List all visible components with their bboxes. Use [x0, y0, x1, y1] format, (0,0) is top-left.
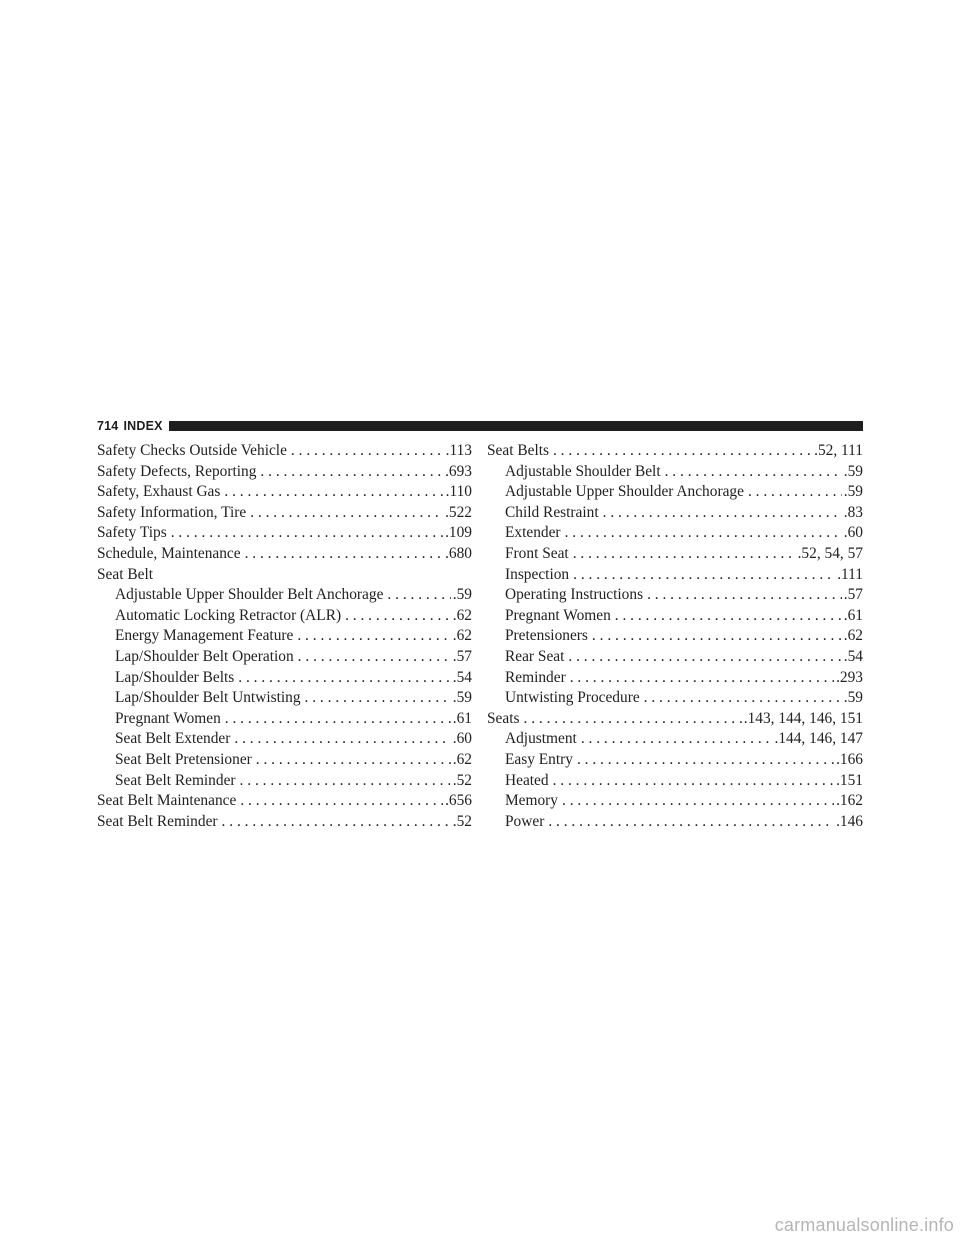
index-term: Pregnant Women	[115, 709, 221, 727]
index-page-ref: .83	[843, 503, 863, 521]
index-page-ref: .54	[452, 668, 472, 686]
index-page-ref: .59	[843, 689, 863, 707]
index-term: Pretensioners	[505, 627, 588, 645]
index-page-ref: .162	[836, 792, 863, 810]
index-term: Inspection	[505, 565, 570, 583]
index-page-ref: .52	[452, 771, 472, 789]
index-subentry	[487, 750, 863, 771]
index-term: Seat Belts	[487, 442, 549, 459]
index-subentry	[487, 585, 863, 606]
dot-leader	[256, 750, 451, 771]
dot-leader	[387, 585, 450, 606]
dot-leader	[305, 688, 451, 709]
index-page-ref: .113	[445, 442, 472, 459]
dot-leader	[222, 812, 451, 833]
index-page-ref: .143, 144, 146, 151	[743, 709, 863, 727]
index-page-ref: .111	[837, 565, 863, 583]
index-page-ref: .656	[445, 792, 472, 810]
index-page-ref: .109	[445, 524, 472, 542]
dot-leader	[548, 812, 834, 833]
index-entry	[97, 523, 472, 544]
index-subentry	[487, 523, 863, 544]
index-subentry	[487, 791, 863, 812]
index-subentry	[487, 647, 863, 668]
index-subentry	[487, 771, 863, 792]
index-subentry	[487, 606, 863, 627]
index-subentry	[487, 688, 863, 709]
page-number: 714	[97, 419, 119, 433]
index-subentry	[487, 503, 863, 524]
dot-leader	[553, 771, 834, 792]
index-term: Seat Belt Pretensioner	[115, 750, 252, 768]
index-subentry	[97, 626, 472, 647]
index-term: Schedule, Maintenance	[97, 544, 241, 562]
dot-leader	[577, 750, 834, 771]
index-entry	[97, 812, 472, 833]
index-page-ref: .52, 54, 57	[797, 544, 863, 562]
dot-leader	[297, 626, 450, 647]
index-subentry	[97, 647, 472, 668]
index-entry	[487, 709, 863, 730]
index-subentry	[487, 626, 863, 647]
index-subentry	[97, 668, 472, 689]
index-page-ref: .110	[445, 483, 472, 501]
index-term: Safety Tips	[97, 524, 167, 542]
index-page-ref: .166	[836, 750, 863, 768]
index-subentry	[487, 462, 863, 483]
dot-leader	[565, 523, 842, 544]
index-term: Lap/Shoulder Belt Untwisting	[115, 689, 301, 707]
index-term: Lap/Shoulder Belt Operation	[115, 647, 294, 665]
index-term: Safety Checks Outside Vehicle	[97, 442, 287, 459]
index-page-ref: .680	[445, 544, 472, 562]
index-page-ref: .144, 146, 147	[774, 730, 863, 748]
index-entry	[97, 482, 472, 503]
index-term: Power	[505, 812, 545, 830]
dot-leader	[581, 729, 773, 750]
dot-leader	[238, 668, 450, 689]
index-term: Seat Belt Reminder	[115, 771, 236, 789]
index-page-ref: .59	[843, 462, 863, 480]
index-column-right	[487, 441, 863, 832]
dot-leader	[615, 606, 842, 627]
index-subentry	[97, 771, 472, 792]
index-entry	[97, 462, 472, 483]
index-term: Seat Belt	[97, 565, 153, 583]
index-page-ref: .151	[836, 771, 863, 789]
dot-leader	[240, 771, 451, 792]
index-subentry	[487, 544, 863, 565]
index-page-ref: .62	[452, 606, 472, 624]
dot-leader	[240, 791, 443, 812]
index-term: Operating Instructions	[505, 586, 644, 604]
index-term: Extender	[505, 524, 561, 542]
dot-leader	[748, 482, 842, 503]
index-page-ref: .522	[445, 503, 472, 521]
index-term: Memory	[505, 792, 559, 810]
dot-leader	[260, 462, 443, 483]
dot-leader	[291, 441, 444, 462]
index-page-ref: .60	[843, 524, 863, 542]
index-term: Lap/Shoulder Belts	[115, 668, 235, 686]
dot-leader	[592, 626, 842, 647]
index-term: Heated	[505, 771, 549, 789]
index-entry	[97, 441, 472, 462]
dot-leader	[298, 647, 451, 668]
dot-leader	[225, 709, 451, 730]
index-page-ref: .57	[843, 586, 863, 604]
index-page-ref: .59	[452, 689, 472, 707]
index-term: Safety Information, Tire	[97, 503, 247, 521]
index-term: Untwisting Procedure	[505, 689, 640, 707]
dot-leader	[573, 565, 835, 586]
dot-leader	[345, 606, 451, 627]
index-subentry	[487, 565, 863, 586]
index-term: Rear Seat	[505, 647, 565, 665]
dot-leader	[573, 544, 796, 565]
index-subentry	[487, 812, 863, 833]
index-page-ref: .54	[843, 647, 863, 665]
index-subentry	[97, 750, 472, 771]
dot-leader	[647, 585, 842, 606]
index-page-ref: .693	[445, 462, 472, 480]
index-entry	[97, 503, 472, 524]
index-term: Adjustable Upper Shoulder Anchorage	[505, 483, 744, 501]
index-subentry	[97, 585, 472, 606]
index-term: Reminder	[505, 668, 566, 686]
index-page-ref: .62	[843, 627, 863, 645]
index-subentry	[487, 482, 863, 503]
dot-leader	[245, 544, 443, 565]
dot-leader	[665, 462, 842, 483]
dot-leader	[234, 729, 450, 750]
index-term: Adjustable Upper Shoulder Belt Anchorage	[115, 586, 384, 604]
index-subentry	[97, 709, 472, 730]
index-term: Child Restraint	[505, 503, 599, 521]
index-term: Pregnant Women	[505, 606, 611, 624]
section-title: INDEX	[123, 419, 163, 433]
index-page-ref: .61	[843, 606, 863, 624]
index-subentry	[97, 688, 472, 709]
index-term: Seat Belt Maintenance	[97, 792, 237, 810]
index-term: Front Seat	[505, 544, 569, 562]
index-page-ref: .293	[836, 668, 863, 686]
index-term: Automatic Locking Retractor (ALR)	[115, 606, 342, 624]
index-term: Energy Management Feature	[115, 627, 294, 645]
index-page-ref: .59	[452, 586, 472, 604]
dot-leader	[570, 668, 834, 689]
index-page-ref: .61	[452, 709, 472, 727]
page-header	[97, 418, 863, 434]
index-column-left	[97, 441, 472, 832]
dot-leader	[568, 647, 841, 668]
index-term: Adjustable Shoulder Belt	[505, 462, 661, 480]
index-term: Seats	[487, 709, 520, 727]
dot-leader	[524, 709, 742, 730]
index-term: Adjustment	[505, 730, 577, 748]
index-subentry	[97, 606, 472, 627]
index-subentry	[97, 729, 472, 750]
index-entry	[97, 565, 472, 586]
index-term: Safety Defects, Reporting	[97, 462, 257, 480]
dot-leader	[553, 441, 812, 462]
index-subentry	[487, 729, 863, 750]
watermark: carmanualsonline.info	[774, 1215, 954, 1235]
dot-leader	[224, 482, 443, 503]
index-page-ref: .62	[452, 750, 472, 768]
index-entry	[97, 544, 472, 565]
index-page-ref: .57	[452, 647, 472, 665]
index-page-ref: .52	[452, 812, 472, 830]
index-page-ref: .60	[452, 730, 472, 748]
index-entry	[97, 791, 472, 812]
dot-leader	[171, 523, 443, 544]
index-page-ref: .59	[843, 483, 863, 501]
index-entry	[487, 441, 863, 462]
dot-leader	[250, 503, 443, 524]
index-term: Safety, Exhaust Gas	[97, 483, 221, 501]
index-subentry	[487, 668, 863, 689]
index-term: Easy Entry	[505, 750, 573, 768]
index-page-ref: .52, 111	[814, 442, 863, 459]
header-rule	[169, 421, 863, 431]
index-term: Seat Belt Reminder	[97, 812, 218, 830]
dot-leader	[562, 791, 834, 812]
dot-leader	[603, 503, 842, 524]
index-page-ref: .62	[452, 627, 472, 645]
index-page-ref: .146	[836, 812, 863, 830]
dot-leader	[644, 688, 842, 709]
index-term: Seat Belt Extender	[115, 730, 231, 748]
